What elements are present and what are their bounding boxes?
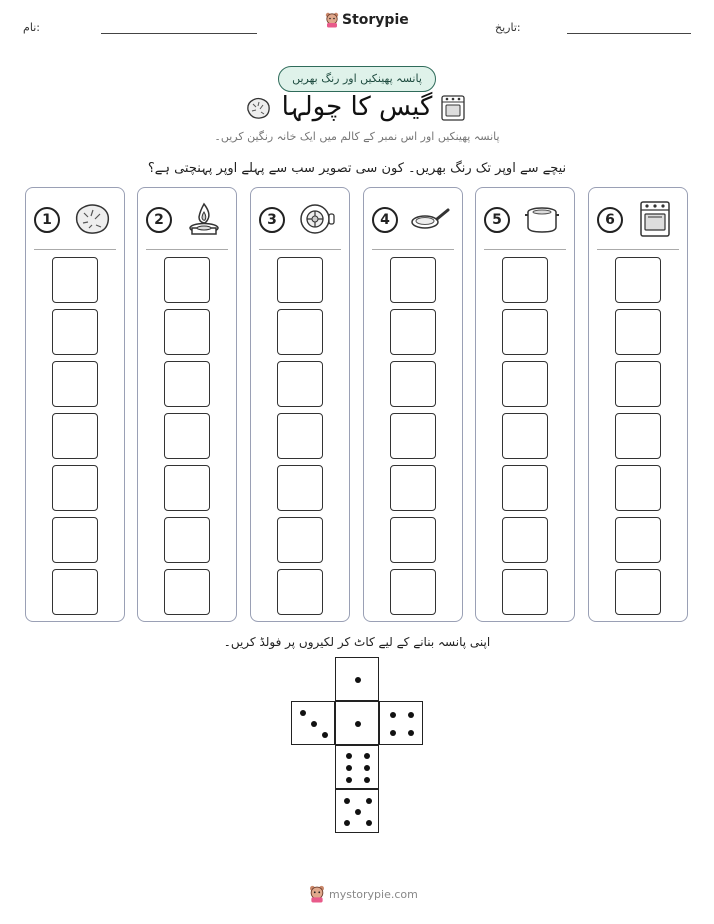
color-cell[interactable] (164, 517, 210, 563)
color-cell[interactable] (502, 569, 548, 615)
die-pip (390, 712, 396, 718)
die-face-5 (335, 789, 379, 833)
activity-pill: پانسہ پھینکیں اور رنگ بھریں (278, 66, 436, 92)
instructions-subtitle: پانسہ پھینکیں اور اس نمبر کے کالم میں ایک خانہ رنگین کریں۔ (214, 130, 500, 143)
color-cell[interactable] (502, 361, 548, 407)
color-cell[interactable] (164, 309, 210, 355)
color-cell[interactable] (502, 413, 548, 459)
die-pip (346, 777, 352, 783)
column-divider (146, 249, 228, 250)
column-1 (25, 187, 125, 622)
color-cell[interactable] (390, 413, 436, 459)
color-cell[interactable] (615, 309, 661, 355)
color-cell[interactable] (164, 361, 210, 407)
color-cell[interactable] (390, 517, 436, 563)
column-6 (588, 187, 688, 622)
footer (309, 885, 418, 903)
die-pip (355, 677, 361, 683)
color-cell[interactable] (615, 257, 661, 303)
color-cell[interactable] (164, 413, 210, 459)
die-pip (346, 765, 352, 771)
die-face-6 (335, 745, 379, 789)
color-cell[interactable] (52, 465, 98, 511)
color-cell[interactable] (615, 517, 661, 563)
column-number: 5 (484, 207, 510, 233)
die-pip (344, 798, 350, 804)
color-cell[interactable] (52, 413, 98, 459)
column-number: 3 (259, 207, 285, 233)
date-label: تاریخ: (495, 21, 521, 34)
die-pip (364, 753, 370, 759)
die-pip (346, 753, 352, 759)
die-pip (355, 721, 361, 727)
color-cell[interactable] (502, 465, 548, 511)
color-cell[interactable] (277, 413, 323, 459)
column-divider (259, 249, 341, 250)
stove-knob-icon (297, 200, 337, 238)
page-title: گیس کا چولہا (281, 92, 433, 122)
die-face-1 (335, 657, 379, 701)
color-cell[interactable] (277, 309, 323, 355)
die-pip (408, 712, 414, 718)
column-5 (475, 187, 575, 622)
die-pip (364, 777, 370, 783)
column-divider (372, 249, 454, 250)
color-cell[interactable] (615, 361, 661, 407)
die-pip (366, 820, 372, 826)
die-pip (300, 710, 306, 716)
name-label: نام: (23, 21, 40, 34)
die-pip (322, 732, 328, 738)
column-number: 6 (597, 207, 623, 233)
color-cell[interactable] (615, 569, 661, 615)
die-pip (408, 730, 414, 736)
date-line[interactable] (567, 33, 691, 34)
column-divider (34, 249, 116, 250)
color-cell[interactable] (390, 257, 436, 303)
color-cell[interactable] (164, 569, 210, 615)
color-cell[interactable] (277, 569, 323, 615)
color-cell[interactable] (502, 257, 548, 303)
die-pip (390, 730, 396, 736)
color-cell[interactable] (52, 309, 98, 355)
storypie-logo (325, 12, 409, 28)
cooking-pot-icon (522, 200, 562, 238)
color-cell[interactable] (52, 257, 98, 303)
color-cell[interactable] (390, 309, 436, 355)
question-text: نیچے سے اوپر تک رنگ بھریں۔ کون سی تصویر سب سے پہلے اوپر پہنچتی ہے؟ (147, 161, 567, 176)
color-cell[interactable] (52, 569, 98, 615)
die-pip (311, 721, 317, 727)
column-divider (597, 249, 679, 250)
die-face-3 (291, 701, 335, 745)
column-number: 1 (34, 207, 60, 233)
footer-bear-icon (309, 885, 325, 903)
burner-flame-icon (184, 200, 224, 238)
color-cell[interactable] (164, 465, 210, 511)
color-cell[interactable] (390, 361, 436, 407)
column-2 (137, 187, 237, 622)
die-face-1 (335, 701, 379, 745)
color-cell[interactable] (164, 257, 210, 303)
color-cell[interactable] (502, 309, 548, 355)
color-cell[interactable] (277, 257, 323, 303)
color-cell[interactable] (390, 465, 436, 511)
color-cell[interactable] (277, 465, 323, 511)
rock-icon (72, 200, 112, 238)
die-pip (366, 798, 372, 804)
title-stove-icon (440, 93, 466, 121)
name-line[interactable] (101, 33, 257, 34)
footer-url[interactable]: mystorypie.com (329, 887, 418, 901)
color-cell[interactable] (615, 465, 661, 511)
column-number: 4 (372, 207, 398, 233)
fold-instruction: اپنی پانسہ بنانے کے لیے کاٹ کر لکیروں پر فولڈ کریں۔ (223, 635, 491, 649)
color-cell[interactable] (277, 517, 323, 563)
stove-icon (635, 200, 675, 238)
color-cell[interactable] (390, 569, 436, 615)
color-cell[interactable] (52, 361, 98, 407)
column-divider (484, 249, 566, 250)
bear-mascot-icon (325, 12, 339, 28)
frying-pan-icon (410, 200, 450, 238)
die-face-2 (379, 701, 423, 745)
column-4 (363, 187, 463, 622)
color-cell[interactable] (52, 517, 98, 563)
die-pip (364, 765, 370, 771)
color-cell[interactable] (277, 361, 323, 407)
column-number: 2 (146, 207, 172, 233)
die-pip (355, 809, 361, 815)
color-cell[interactable] (615, 413, 661, 459)
color-cell[interactable] (502, 517, 548, 563)
logo-text: Storypie (342, 12, 409, 28)
die-pip (344, 820, 350, 826)
column-3 (250, 187, 350, 622)
